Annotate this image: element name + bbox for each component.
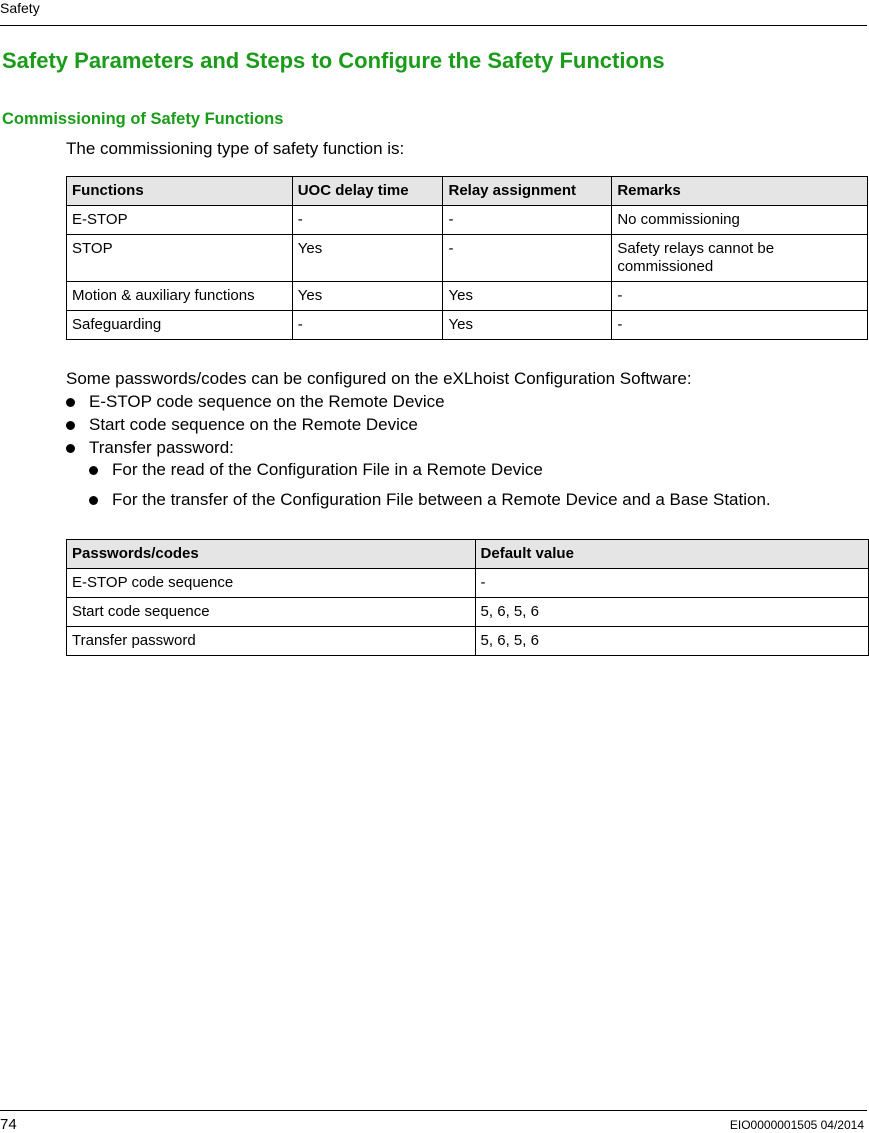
column-header: Passwords/codes [67, 540, 476, 569]
table-cell: Yes [443, 311, 612, 340]
section-heading: Commissioning of Safety Functions [2, 110, 284, 128]
page-title: Safety Parameters and Steps to Configure the Safety Functions [2, 48, 665, 73]
running-header: Safety [0, 0, 40, 16]
column-header: Relay assignment [443, 177, 612, 206]
commissioning-table [66, 176, 868, 340]
table-cell: - [292, 311, 443, 340]
table-cell: - [612, 311, 868, 340]
table-cell: E-STOP code sequence [67, 569, 476, 598]
table-cell: 5, 6, 5, 6 [475, 627, 868, 656]
intro-text: The commissioning type of safety function is: [66, 139, 405, 158]
table-row [67, 311, 868, 340]
table-cell: Safety relays cannot be commissioned [612, 235, 868, 282]
list-item: E-STOP code sequence on the Remote Device [66, 391, 445, 414]
table-cell: - [612, 282, 868, 311]
list-item: Transfer password: [66, 437, 445, 460]
list-item: For the read of the Configuration File in a Remote Device [89, 459, 771, 489]
table-row [67, 598, 869, 627]
column-header: Remarks [612, 177, 868, 206]
table-cell: - [443, 206, 612, 235]
table-cell: STOP [67, 235, 293, 282]
table-cell: E-STOP [67, 206, 293, 235]
table-row [67, 569, 869, 598]
footer-divider [0, 1110, 867, 1111]
table-cell: Yes [443, 282, 612, 311]
table-row [67, 627, 869, 656]
table-row [67, 206, 868, 235]
table-cell: Start code sequence [67, 598, 476, 627]
table-cell: 5, 6, 5, 6 [475, 598, 868, 627]
table-row [67, 282, 868, 311]
column-header: Default value [475, 540, 868, 569]
table-cell: Motion & auxiliary functions [67, 282, 293, 311]
table-cell: - [292, 206, 443, 235]
document-id: EIO0000001505 04/2014 [729, 1118, 864, 1132]
table-cell: Safeguarding [67, 311, 293, 340]
column-header: Functions [67, 177, 293, 206]
sub-bullet-list [89, 459, 771, 511]
table-header-row [67, 177, 868, 206]
table-header-row [67, 540, 869, 569]
passwords-intro-text: Some passwords/codes can be configured on the eXLhoist Configuration Software: [66, 369, 692, 388]
column-header: UOC delay time [292, 177, 443, 206]
table-row [67, 235, 868, 282]
table-cell: No commissioning [612, 206, 868, 235]
list-item: Start code sequence on the Remote Device [66, 414, 445, 437]
list-item: For the transfer of the Configuration File between a Remote Device and a Base Station. [89, 489, 771, 511]
page-number: 74 [0, 1116, 17, 1133]
header-divider [0, 25, 867, 26]
passwords-table [66, 539, 869, 656]
bullet-list [66, 391, 445, 460]
table-cell: Transfer password [67, 627, 476, 656]
table-cell: - [475, 569, 868, 598]
table-cell: Yes [292, 282, 443, 311]
table-cell: Yes [292, 235, 443, 282]
table-cell: - [443, 235, 612, 282]
